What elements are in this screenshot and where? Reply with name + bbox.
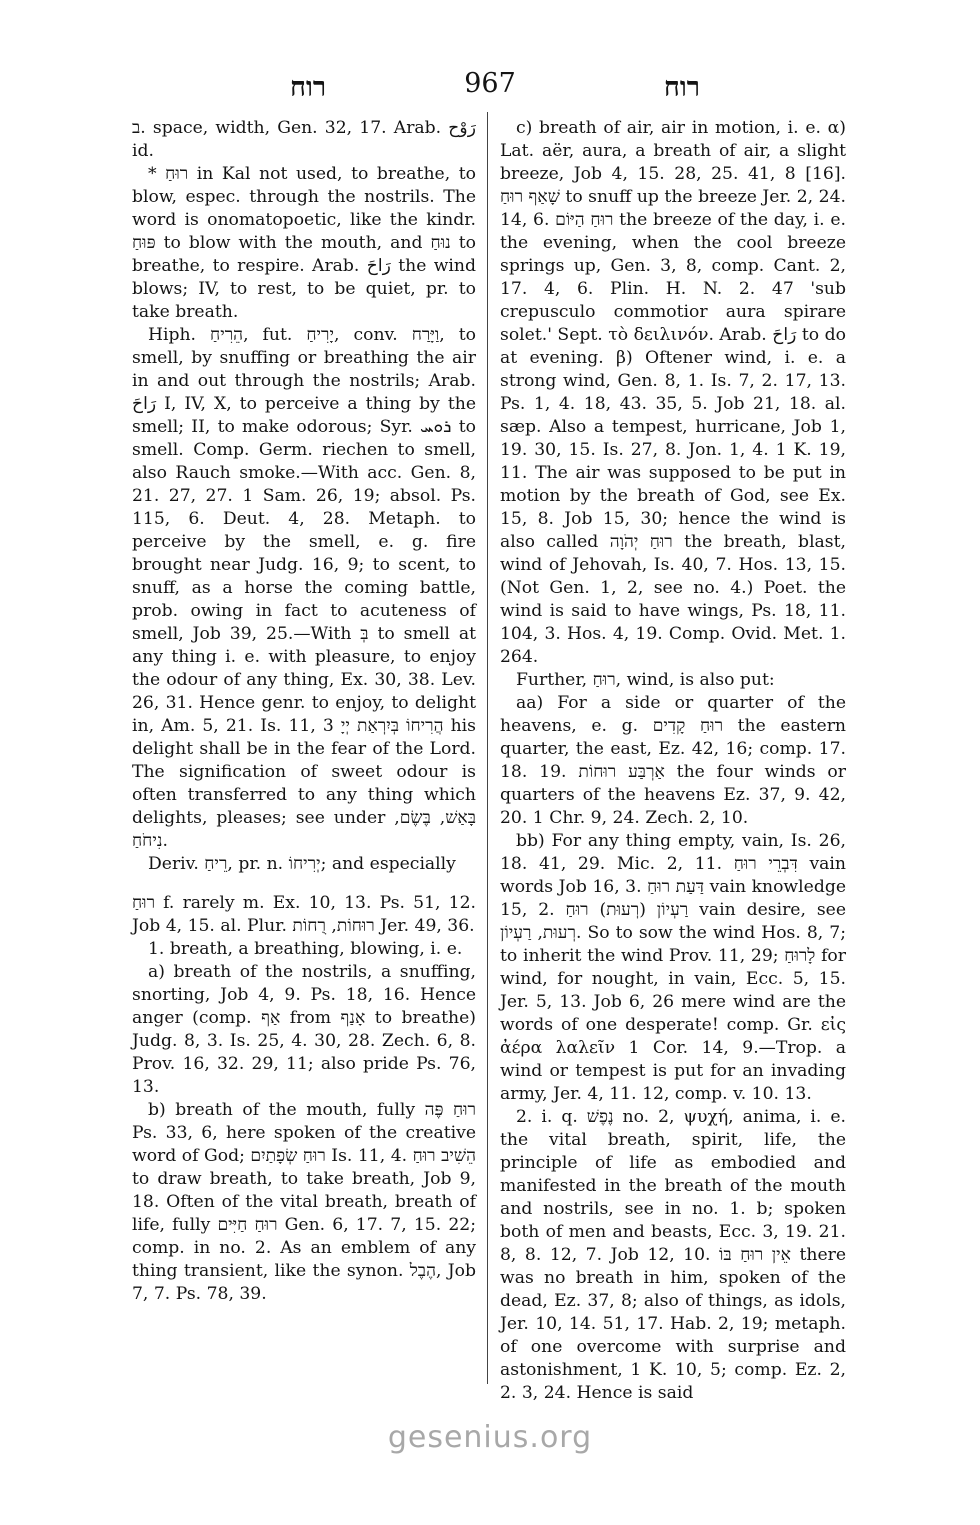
entry-paragraph: 1. breath, a breathing, blowing, i. e. [148, 939, 463, 959]
entry-paragraph: Further, רוּחַ, wind, is also put: [516, 670, 775, 690]
entry-headword-paragraph: רוּחַ f. rarely m. Ex. 10, 13. Ps. 51, 12. Job 4, 15. al. Plur. רוּחוֹת, רֻחוֹת Jer. 49, 36. [132, 893, 476, 936]
left-column [132, 117, 476, 1306]
entry-paragraph: * רוּחַ in Kal not used, to breathe, to blow, espec. through the nostrils. The word is onomatopoetic, like the kindr. פּוּחַ to blow with the mouth, and נוּחַ to breathe, to respire. Arab. رَاحَ the wind blows; IV, to rest, to be quiet, pr. to take breath. [132, 164, 477, 322]
running-headword-left: רוח [290, 72, 327, 103]
page-number: 967 [464, 68, 516, 99]
entry-paragraph: b) breath of the mouth, fully רוּחַ פֶּה Ps. 33, 6, here spoken of the creative word of God; רוּחַ שְׂפָתַיִם Is. 11, 4. הֵשִׁיב רוּחַ to draw breath, to take breath, Job 9, 18. Often of the vital breath, breath of life, fully רוּחַ חַיִּים Gen. 6, 17. 7, 15. 22; comp. in no. 2. As an emblem of any thing transient, like the synon. הֶבֶל, Job 7, 7. Ps. 78, 39. [132, 1100, 476, 1304]
running-headword-right: רוח [663, 72, 700, 103]
entry-paragraph: bb) For any thing empty, vain, Is. 26, 18. 41, 29. Mic. 2, 11. דִּבְרֵי רוּחַ vain words Job 16, 3. דַּעַת רוּחַ vain knowledge 15, 2. רַעְיוֹן (רְעוּת) רוּחַ vain desire, see רְעוּת, רַעְיוֹן. So to sow the wind Hos. 8, 7; to inherit the wind Prov. 11, 29; לָרוּחַ for wind, for nought, in vain, Ecc. 5, 15. Jer. 5, 13. Job 6, 26 mere wind are the words of one desperate! comp. Gr. εἰς ἀέρα λαλεῖν 1 Cor. 14, 9.—Trop. a wind or tempest is put for an invading army, Jer. 4, 11. 12, comp. v. 10. 13. [500, 831, 846, 1104]
entry-paragraph: aa) For a side or quarter of the heavens, e. g. רוּחַ קָדִים the eastern quarter, the east, Ez. 42, 16; comp. 17. 18. 19. אַרְבַּע רוּחוֹת the four winds or quarters of the heavens Ez. 37, 9. 42, 20. 1 Chr. 9, 24. Zech. 2, 10. [500, 693, 847, 828]
entry-paragraph: 2. i. q. נֶפֶשׁ no. 2, ψυχή, anima, i. e. the vital breath, spirit, life, the principle of life as embodied and manifested in the breath of the mouth and nostrils, see in no. 1. b; spoken both of men and beasts, Ecc. 3, 19. 21. 8, 8. 12, 7. Job 12, 10. אֵין רוּחַ בּוֹ there was no breath in him, spoken of the dead, Ez. 37, 8; also of things, as idols, Jer. 10, 14. 51, 17. Hab. 2, 19; metaph. of one overcome with surprise and astonishment, 1 K. 10, 5; comp. Ez. 2, 2. 3, 24. Hence is said [500, 1107, 847, 1403]
entry-paragraph: c) breath of air, air in motion, i. e. α) Lat. aër, aura, a breath of air, a slight breeze, Job 4, 15. 28, 25. 41, 8 [16]. שָׁאַף רוּחַ to snuff up the breeze Jer. 2, 24. 14, 6. רוּחַ הַיּוֹם the breeze of the day, i. e. the evening, when the cool breeze springs up, Gen. 3, 8, comp. Cant. 2, 17. 4, 6. Plin. H. N. 2. 47 'sub crepusculo commotior aura spirare solet.' Sept. τὸ δειλινόν. Arab. رَاحَ to do at evening. β) Oftener wind, i. e. a strong wind, Gen. 8, 1. Is. 7, 2. 17, 13. Ps. 1, 4. 18, 43. 35, 5. Job 21, 18. al. sæp. Also a tempest, hurricane, Job 1, 19. 30, 15. Is. 27, 8. Jon. 1, 4. 1 K. 19, 11. The air was supposed to be put in motion by the breath of God, see Ex. 15, 8. Job 15, 30; hence the wind is also called רוּחַ יְהֹוָה the breath, blast, wind of Jehovah, Is. 40, 7. Hos. 13, 15. (Not Gen. 1, 2, see no. 4.) Poet. the wind is said to have wings, Ps. 18, 11. 104, 3. Hos. 4, 19. Comp. Ovid. Met. 1. 264. [500, 118, 846, 667]
site-watermark: gesenius.org [387, 1420, 593, 1455]
entry-paragraph: Deriv. רֵיחַ, pr. n. יְרִיחוֹ; and especially [148, 854, 456, 874]
entry-paragraph: Hiph. הֵרִיחַ, fut. יָרִיחַ, conv. וַיָּרַח, to smell, by snuffing or breathing the air in and out through the nostrils; Arab. رَاحَ I, IV, X, to perceive a thing by the smell; II, to make odorous; Syr. ܪܘܚ to smell. Comp. Germ. riechen to smell, also Rauch smoke.—With acc. Gen. 8, 21. 27, 27. 1 Sam. 26, 19; absol. Ps. 115, 6. Deut. 4, 28. Metaph. to perceive by the smell, e. g. fire brought near Judg. 16, 9; to scent, to snuff, as a horse the coming battle, prob. owing in fact to acuteness of smell, Job 39, 25.—With בְּ to smell at any thing i. e. with pleasure, to enjoy the odour of any thing, Ex. 30, 38. Lev. 26, 31. Hence genr. to enjoy, to delight in, Am. 5, 21. Is. 11, 3 הֲרִיחוֹ בְּיִרְאַת יְיָ his delight shall be in the fear of the Lord. The signification of sweet odour is often transferred to any thing which delights, pleases; see under בָּאַשׁ, בֶּשֶׂם, נִיחֹחַ. [132, 325, 476, 851]
right-column [500, 117, 846, 1405]
entry-paragraph: a) breath of the nostrils, a snuffing, snorting, Job 4, 9. Ps. 18, 16. Hence anger (comp. אַף from אָנַף to breathe) Judg. 8, 3. Is. 25, 4. 30, 28. Zech. 6, 8. Prov. 16, 32. 29, 11; also pride Ps. 76, 13. [132, 962, 477, 1097]
page-header [130, 68, 850, 108]
entry-paragraph: ב. space, width, Gen. 32, 17. Arab. رَوْح id. [132, 118, 476, 161]
column-divider [487, 112, 488, 1384]
